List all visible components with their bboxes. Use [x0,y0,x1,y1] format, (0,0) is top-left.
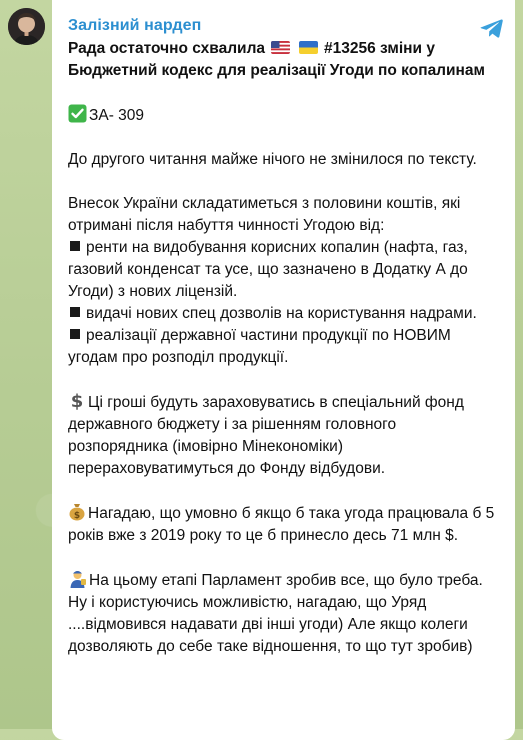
heavy-dollar-sign-icon [68,391,86,410]
list-item-text: видачі нових спец дозволів на користування надрами. [86,305,477,322]
message-bubble [52,0,515,740]
check-mark-icon [68,104,87,123]
post-title [68,38,497,82]
list-item-text: реалізації державної частини продукції по НОВИМ угодам про розподіл продукції. [68,327,451,366]
special-fund-text: Ці гроші будуть зараховуватись в спеціальний фонд державного бюджету і за рішенням головного розпорядника (імовірно Мінекономіки) перераховуватимуться до Фонду відбудови. [68,394,464,477]
message-header [68,14,497,38]
message-text [68,38,497,658]
vote-text: ЗА- 309 [89,107,145,124]
paragraph-parliament [68,569,497,658]
list-item [68,325,497,369]
bullet-square-icon [70,241,80,251]
us-flag-icon [271,41,290,54]
svg-text:$: $ [73,511,81,521]
money-bag-icon [68,502,86,521]
bullet-square-icon [70,307,80,317]
bullet-square-icon [70,329,80,339]
telegram-share-icon[interactable] [479,15,505,41]
title-suffix: зміни у Бюджетний кодекс для реалізації Угоди по копалинам [68,40,486,79]
estimate-text: Нагадаю, що умовно б якщо б така угода працювала б 5 років вже з 2019 року то це б принесло десь 71 млн $. [68,505,495,544]
paragraph-second-reading: До другого читання майже нічого не змінилося по тексту. [68,151,477,168]
ukraine-flag-icon [299,41,318,54]
paragraph-estimate [68,502,497,547]
svg-text:$: $ [70,391,84,410]
title-prefix: Рада остаточно схвалила [68,40,266,57]
paragraph-contribution: Внесок України складатиметься з половини коштів, які отримані після набуття чинності Угодою від: [68,195,461,234]
avatar-image [8,8,45,45]
person-icon [68,569,87,588]
list-item-text: ренти на видобування корисних копалин (нафта, газ, газовий конденсат та усе, що зазначено в Додатку А до Угоди) з нових ліцензій. [68,239,468,300]
paragraph-special-fund [68,391,497,480]
channel-name[interactable]: Залізний нардеп [68,17,202,34]
list-item [68,303,497,325]
vote-result [68,104,497,127]
channel-avatar[interactable] [8,8,45,45]
list-item [68,237,497,303]
title-hashtag[interactable]: #13256 [323,40,376,57]
parliament-text: На цьому етапі Парламент зробив все, що було треба. Ну і користуючись можливістю, нагадаю, що Уряд ....відмовився надавати дві інші угоди) Але якщо колеги дозволяють до себе таке відношення, то що тут зробив) [68,572,483,655]
